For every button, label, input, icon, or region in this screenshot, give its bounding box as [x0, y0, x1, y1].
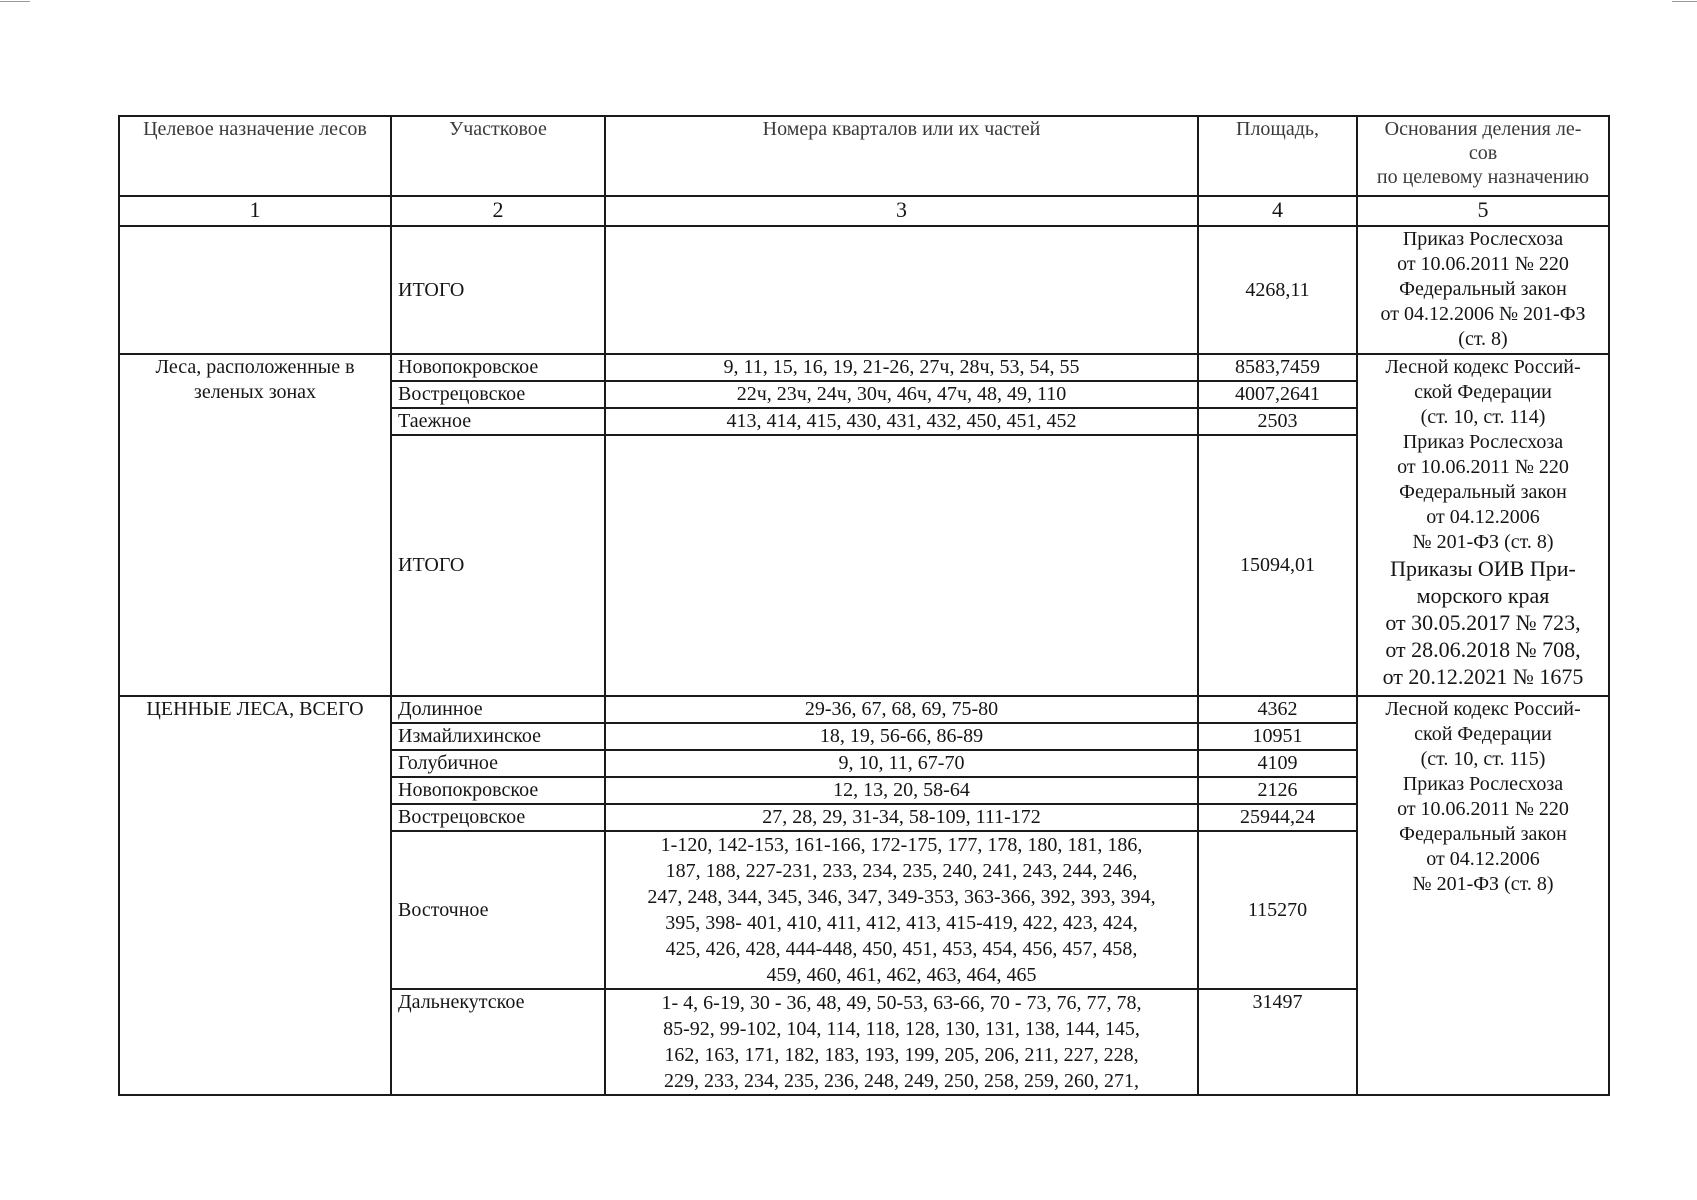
- basis-line: № 201-ФЗ (ст. 8): [1412, 873, 1554, 895]
- area-value: 2503: [1198, 408, 1357, 435]
- quarter-numbers: 9, 10, 11, 67-70: [605, 750, 1198, 777]
- basis-cell: [1357, 226, 1609, 354]
- table-row: [119, 354, 1609, 381]
- basis-cell: [1357, 696, 1609, 1095]
- basis-line: Лесной кодекс Россий-: [1385, 698, 1581, 720]
- area-value: 2126: [1198, 777, 1357, 804]
- basis-line: Приказы ОИВ При-: [1390, 556, 1576, 581]
- basis-line: от 10.06.2011 № 220: [1397, 798, 1569, 820]
- header-basis: Основания деления ле- сов по целевому назначению: [1357, 116, 1609, 196]
- column-number: 3: [605, 196, 1198, 226]
- basis-line: от 04.12.2006 № 201-ФЗ: [1380, 303, 1586, 325]
- forest-purpose-table: [118, 115, 1610, 1096]
- quarter-numbers: 1- 4, 6-19, 30 - 36, 48, 49, 50-53, 63-66, 70 - 73, 76, 77, 78, 85-92, 99-102, 104, 114, 118, 128, 130, 131, 138, 144, 145, 162, 163, 171, 182, 183, 193, 199, 205, 206, 211, 227, 228, 229, 233, 234, 235, 236, 248, 249, 250, 258, 259, 260, 271,: [605, 989, 1198, 1095]
- district-name: Долинное: [391, 696, 605, 723]
- district-name: Вострецовское: [391, 804, 605, 831]
- quarter-numbers: 18, 19, 56-66, 86-89: [605, 723, 1198, 750]
- total-label: ИТОГО: [391, 226, 605, 354]
- district-name: Таежное: [391, 408, 605, 435]
- column-number: 2: [391, 196, 605, 226]
- basis-line: от 20.12.2021 № 1675: [1382, 664, 1584, 689]
- basis-line: Приказ Рослесхоза: [1402, 228, 1564, 250]
- total-area: 4268,11: [1198, 226, 1357, 354]
- basis-line: от 04.12.2006: [1426, 848, 1540, 870]
- purpose-cell-empty: [119, 226, 391, 354]
- basis-line: ской Федерации: [1414, 381, 1552, 403]
- header-purpose: Целевое назначение лесов: [119, 116, 391, 196]
- basis-line: от 04.12.2006: [1426, 506, 1540, 528]
- area-value: 8583,7459: [1198, 354, 1357, 381]
- basis-line: Приказ Рослесхоза: [1402, 431, 1564, 453]
- column-number: 4: [1198, 196, 1357, 226]
- area-value: 31497: [1198, 989, 1357, 1095]
- table-row-total-prev: [119, 226, 1609, 354]
- district-name: Новопокровское: [391, 777, 605, 804]
- header-area: Площадь,: [1198, 116, 1357, 196]
- basis-line: (ст. 10, ст. 115): [1420, 748, 1546, 770]
- district-name: Вострецовское: [391, 381, 605, 408]
- area-value: 4109: [1198, 750, 1357, 777]
- basis-line: от 28.06.2018 № 708,: [1385, 637, 1581, 662]
- basis-line: от 10.06.2011 № 220: [1397, 456, 1569, 478]
- header-row: [119, 116, 1609, 196]
- district-name: Новопокровское: [391, 354, 605, 381]
- quarter-numbers: 12, 13, 20, 58-64: [605, 777, 1198, 804]
- area-value: 10951: [1198, 723, 1357, 750]
- area-value: 115270: [1198, 831, 1357, 989]
- header-district: Участковое: [391, 116, 605, 196]
- table-row: [119, 696, 1609, 723]
- basis-line: Федеральный закон: [1399, 823, 1567, 845]
- basis-line: ской Федерации: [1414, 723, 1552, 745]
- basis-line: от 10.06.2011 № 220: [1397, 253, 1569, 275]
- quarter-numbers: 22ч, 23ч, 24ч, 30ч, 46ч, 47ч, 48, 49, 110: [605, 381, 1198, 408]
- basis-line: Лесной кодекс Россий-: [1385, 356, 1581, 378]
- scan-edge-mark: [0, 1, 30, 2]
- quarters-cell-empty: [605, 435, 1198, 696]
- area-value: 4362: [1198, 696, 1357, 723]
- district-name: Дальнекутское: [391, 989, 605, 1095]
- purpose-valuable-forests: ЦЕННЫЕ ЛЕСА, ВСЕГО: [119, 696, 391, 1095]
- area-value: 25944,24: [1198, 804, 1357, 831]
- quarters-cell-empty: [605, 226, 1198, 354]
- basis-line: Приказ Рослесхоза: [1402, 773, 1564, 795]
- basis-line: № 201-ФЗ (ст. 8): [1412, 531, 1554, 553]
- basis-line: морского края: [1416, 583, 1550, 608]
- column-number-row: [119, 196, 1609, 226]
- quarter-numbers: 27, 28, 29, 31-34, 58-109, 111-172: [605, 804, 1198, 831]
- purpose-green-zones: Леса, расположенные в зеленых зонах: [119, 354, 391, 696]
- quarter-numbers: 413, 414, 415, 430, 431, 432, 450, 451, 452: [605, 408, 1198, 435]
- basis-line: Федеральный закон: [1399, 481, 1567, 503]
- district-name: Голубичное: [391, 750, 605, 777]
- quarter-numbers: 29-36, 67, 68, 69, 75-80: [605, 696, 1198, 723]
- column-number: 1: [119, 196, 391, 226]
- column-number: 5: [1357, 196, 1609, 226]
- basis-line: (ст. 10, ст. 114): [1420, 406, 1546, 428]
- quarter-numbers: 9, 11, 15, 16, 19, 21-26, 27ч, 28ч, 53, 54, 55: [605, 354, 1198, 381]
- total-label: ИТОГО: [391, 435, 605, 696]
- scan-edge-mark: [1672, 1, 1697, 2]
- district-name: Восточное: [391, 831, 605, 989]
- district-name: Измайлихинское: [391, 723, 605, 750]
- total-area: 15094,01: [1198, 435, 1357, 696]
- area-value: 4007,2641: [1198, 381, 1357, 408]
- basis-line: Федеральный закон: [1399, 278, 1567, 300]
- basis-cell: [1357, 354, 1609, 696]
- basis-line: от 30.05.2017 № 723,: [1385, 610, 1581, 635]
- header-quarters: Номера кварталов или их частей: [605, 116, 1198, 196]
- basis-line: (ст. 8): [1458, 328, 1508, 350]
- quarter-numbers: 1-120, 142-153, 161-166, 172-175, 177, 178, 180, 181, 186, 187, 188, 227-231, 233, 234, 235, 240, 241, 243, 244, 246, 247, 248, 344, 345, 346, 347, 349-353, 363-366, 392, 393, 394, 395, 398- 401, 410, 411, 412, 413, 415-419, 422, 423, 424, 425, 426, 428, 444-448, 450, 451, 453, 454, 456, 457, 458, 459, 460, 461, 462, 463, 464, 465: [605, 831, 1198, 989]
